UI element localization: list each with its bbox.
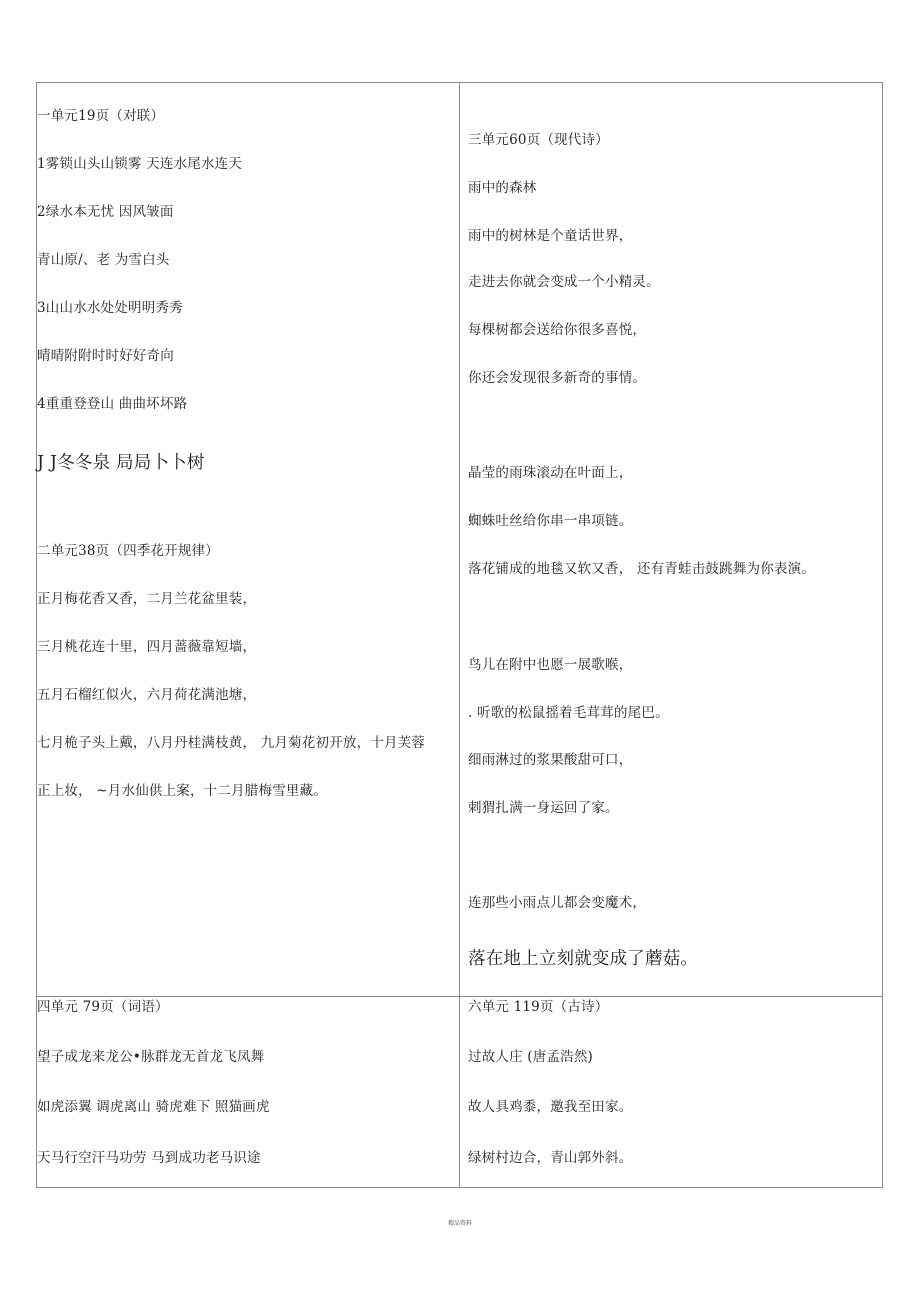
ancient-poem-line: 故人具鸡黍，邀我至田家。 xyxy=(468,1099,633,1115)
row-divider xyxy=(36,996,883,997)
poem-line: 晶莹的雨珠滚动在叶面上， xyxy=(468,465,633,481)
poem-line: 落花铺成的地毯又软又香， 还有青蛙击鼓跳舞为你表演。 xyxy=(468,561,815,577)
couplet-line: 1雾锁山头山锁雾 天连水尾水连天 xyxy=(37,156,243,172)
poem-title: 雨中的森林 xyxy=(468,180,537,196)
footer-label: 精品资料 xyxy=(447,1220,472,1227)
couplet-line: 4重重登登山 曲曲坏坏路 xyxy=(37,396,188,412)
unit-2-heading: 二单元38页（四季花开规律） xyxy=(37,543,219,559)
couplet-line: J J冬冬泉 局局卜卜树 xyxy=(37,453,205,473)
poem-line: 蜘蛛吐丝给你串一串项链。 xyxy=(468,513,633,529)
idiom-line: 天马行空汗马功劳 马到成功老马识途 xyxy=(37,1150,261,1166)
poem-line: 连那些小雨点儿都会变魔术， xyxy=(468,895,647,911)
couplet-line: 3山山水水处处明明秀秀 xyxy=(37,300,183,316)
ancient-poem-line: 绿树村边合，青山郭外斜。 xyxy=(468,1150,633,1166)
unit-1-heading: 一单元19页（对联） xyxy=(37,108,165,124)
poem-line: 细雨淋过的浆果酸甜可口， xyxy=(468,752,633,768)
flower-rhyme-line: 正月梅花香又香，二月兰花盆里装， xyxy=(37,591,257,607)
couplet-line: 2绿水本无忧 因风皱面 xyxy=(37,204,174,220)
flower-rhyme-line: 三月桃花连十里，四月蔷薇靠短墙， xyxy=(37,639,257,655)
poem-line: 雨中的树林是个童话世界， xyxy=(468,228,633,244)
unit-3-heading: 三单元60页（现代诗） xyxy=(468,132,609,148)
idiom-line: 如虎添翼 调虎离山 骑虎难下 照猫画虎 xyxy=(37,1099,270,1115)
poem-line: 每棵树都会送给你很多喜悦， xyxy=(468,322,647,338)
ancient-poem-title: 过故人庄 (唐孟浩然) xyxy=(468,1049,594,1065)
poem-line: 刺猬扎满一身运回了家。 xyxy=(468,800,619,816)
idiom-line: 望子成龙来龙公•脉群龙无首龙飞凤舞 xyxy=(37,1049,265,1065)
flower-rhyme-line: 七月桅子头上戴，八月丹桂满枝黄， 九月菊花初开放，十月芙蓉 xyxy=(37,735,426,751)
couplet-line: 晴晴附附时时好好奇向 xyxy=(37,348,174,364)
flower-rhyme-line: 五月石榴红似火，六月荷花满池塘， xyxy=(37,687,257,703)
unit-6-heading: 六单元 119页（古诗） xyxy=(468,999,609,1015)
poem-line: 走进去你就会变成一个小精灵。 xyxy=(468,274,660,290)
poem-line: 落在地上立刻就变成了蘑菇。 xyxy=(468,949,699,969)
flower-rhyme-line: 正上妆， ~月水仙供上案，十二月腊梅雪里藏。 xyxy=(37,783,328,799)
poem-line: 鸟儿在附中也愿一展歌喉， xyxy=(468,657,633,673)
poem-line: . 听歌的松鼠摇着毛茸茸的尾巴。 xyxy=(468,705,669,721)
poem-line: 你还会发现很多新奇的事情。 xyxy=(468,370,647,386)
couplet-line: 青山原/、老 为雪白头 xyxy=(37,252,170,268)
unit-4-heading: 四单元 79页（词语） xyxy=(37,999,169,1015)
column-divider xyxy=(459,82,460,1188)
